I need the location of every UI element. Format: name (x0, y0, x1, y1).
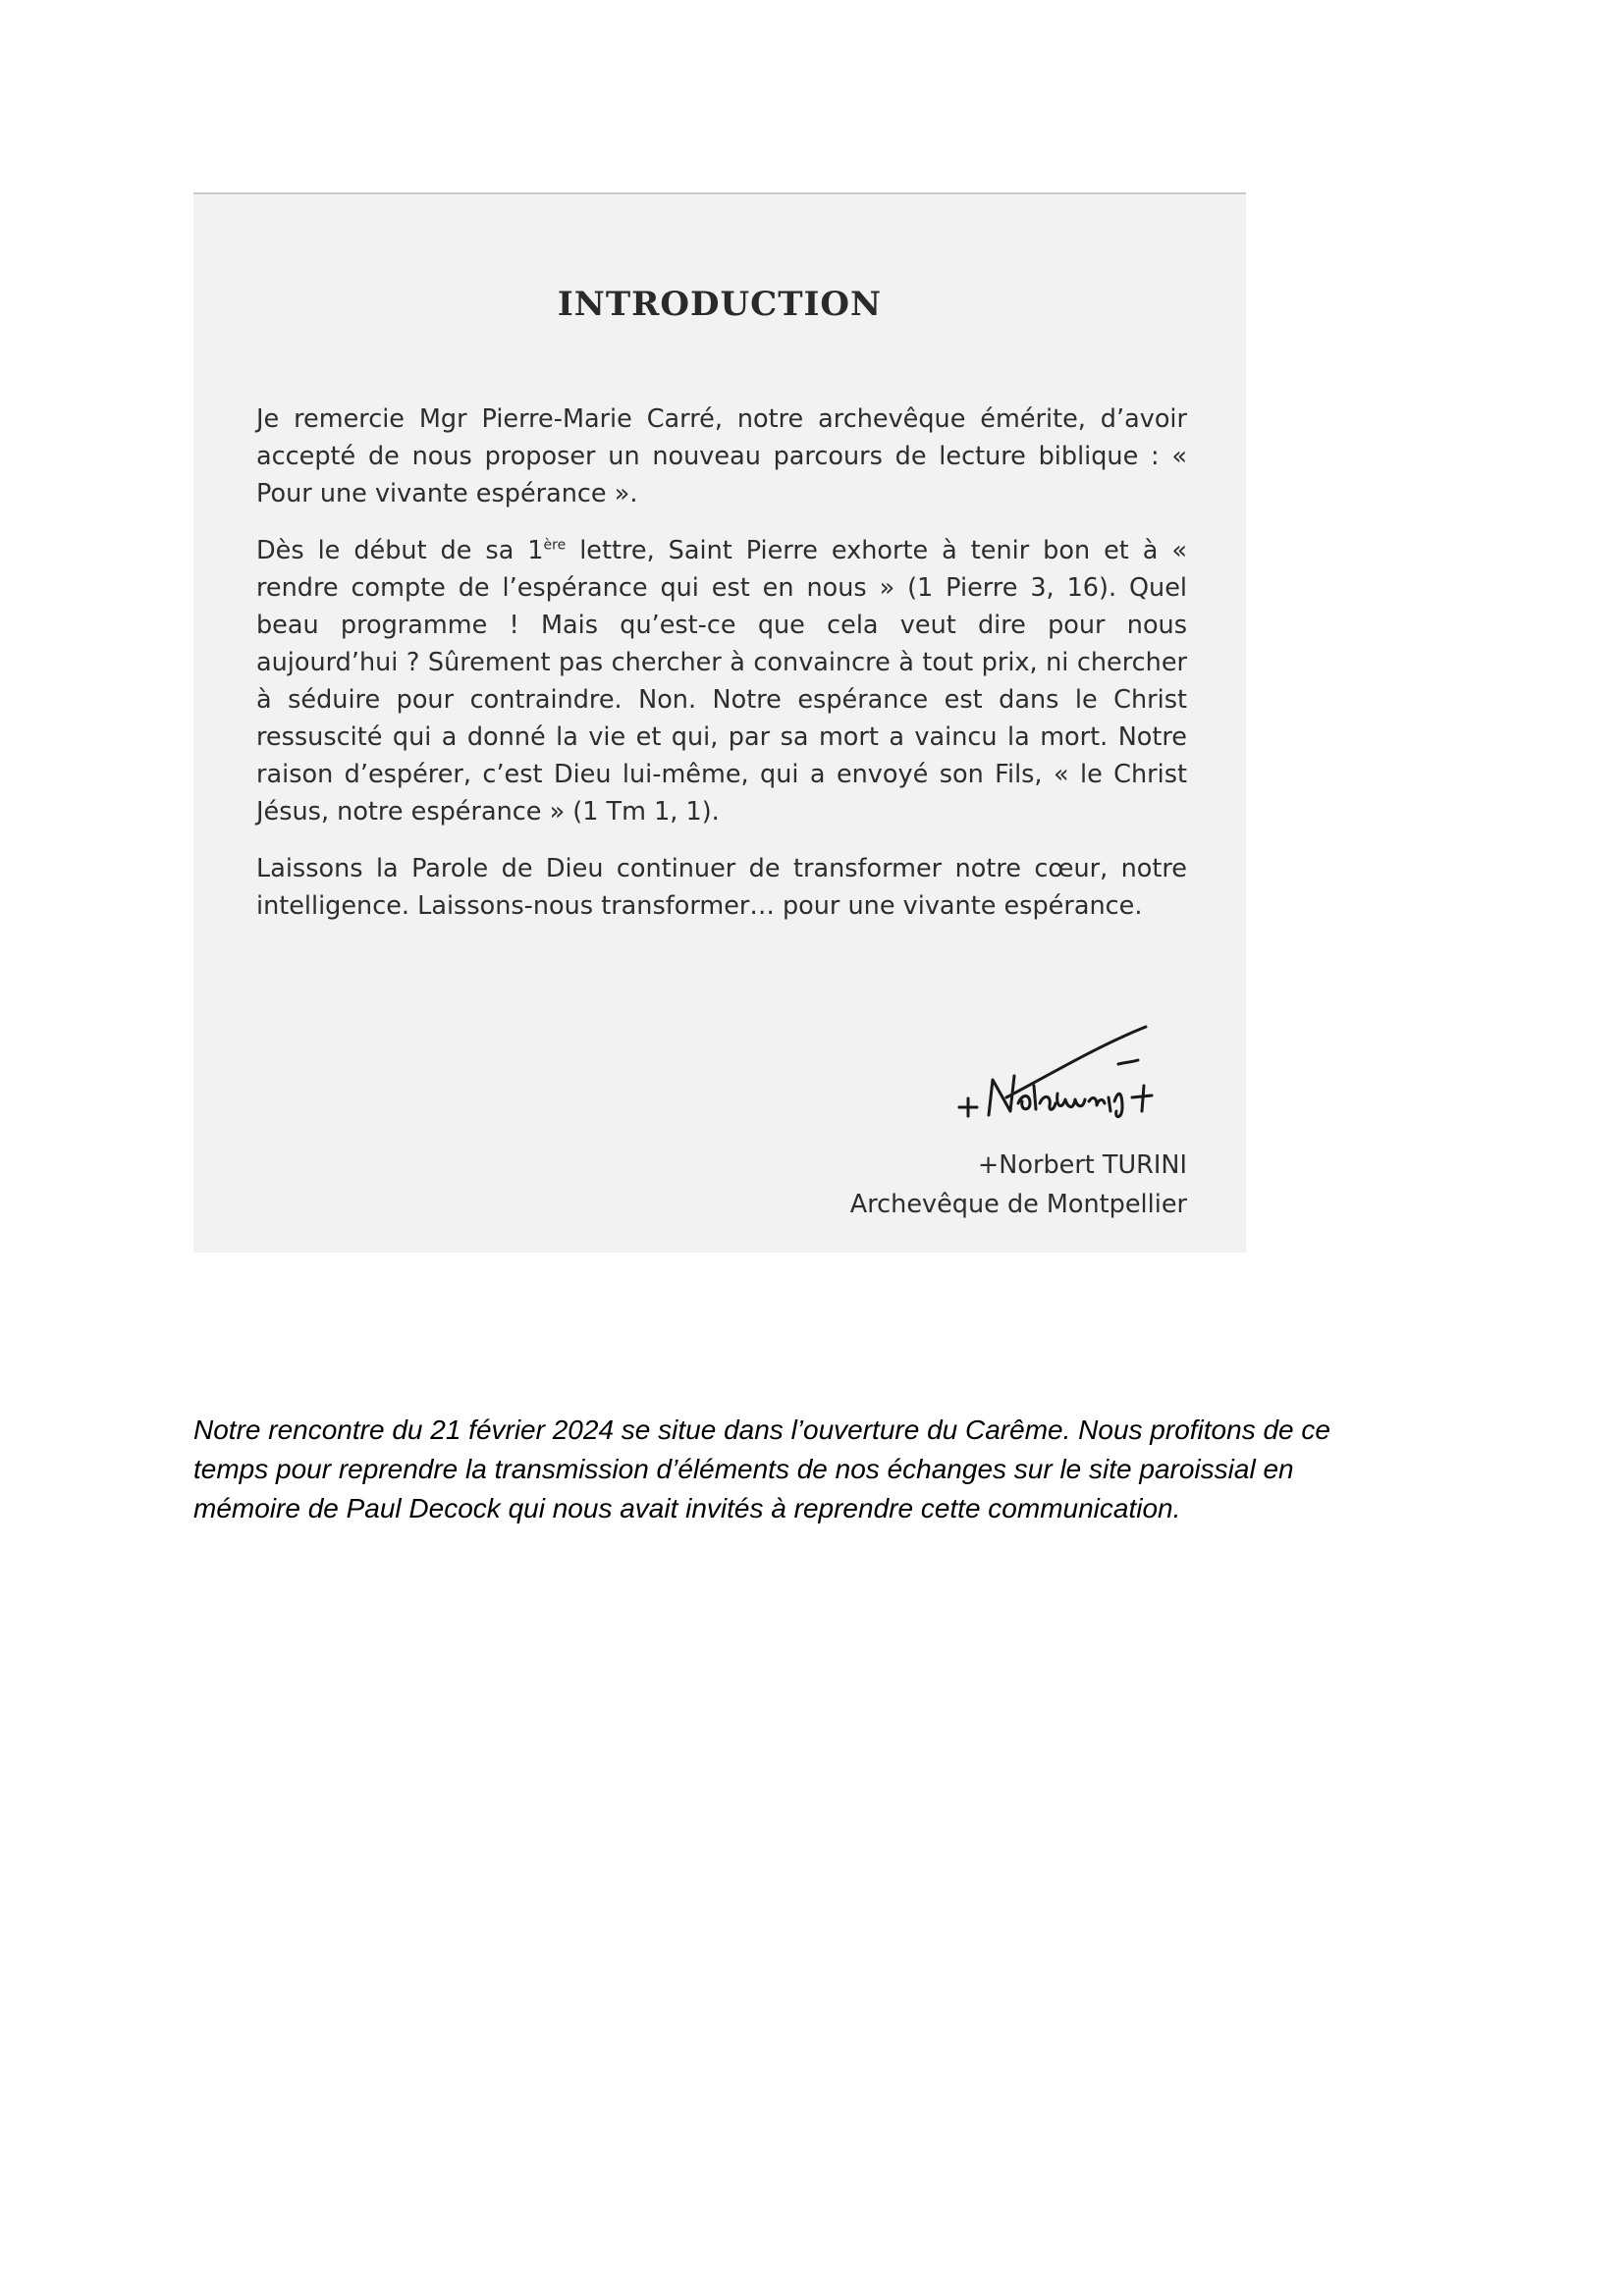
handwritten-signature (949, 1017, 1175, 1125)
paragraph-text: Laissons la Parole de Dieu continuer de transformer notre cœur, notre intelligence. Laissons-nous transformer… pour une vivante espérance. (256, 854, 1187, 921)
signer-title: Archevêque de Montpellier (849, 1190, 1187, 1219)
paragraph-saint-pierre (256, 532, 1187, 830)
paragraph-thanks (256, 400, 1187, 512)
meeting-note (193, 1411, 1440, 1528)
signer-name: +Norbert TURINI (977, 1150, 1187, 1180)
introduction-title: INTRODUCTION (557, 285, 883, 324)
ordinal-superscript: ère (543, 537, 567, 554)
note-line: temps pour reprendre la transmission d’éléments de nos échanges sur le site paroissial en (193, 1454, 1294, 1484)
note-line: Notre rencontre du 21 février 2024 se situe dans l’ouverture du Carême. Nous profitons de ce (193, 1415, 1330, 1445)
introduction-body (256, 400, 1187, 925)
paragraph-text: Je remercie Mgr Pierre-Marie Carré, notre archevêque émérite, d’avoir accepté de nous proposer un nouveau parcours de lecture biblique : « Pour une vivante espérance ». (256, 404, 1187, 508)
paragraph-text-start: Dès le début de sa 1 (256, 536, 544, 565)
scanned-introduction (193, 192, 1246, 1253)
paragraph-conclusion (256, 850, 1187, 925)
paragraph-text-rest: lettre, Saint Pierre exhorte à tenir bon et à « rendre compte de l’espérance qui est en nous » (1 Pierre 3, 16). Quel beau programme ! Mais qu’est-ce que cela veut dire pour nous aujourd’hui ? Sûrement pas chercher à convaincre à tout prix, ni chercher à séduire pour contraindre. Non. Notre espérance est dans le Christ ressuscité qui a donné la vie et qui, par sa mort a vaincu la mort. Notre raison d’espérer, c’est Dieu lui-même, qui a envoyé son Fils, « le Christ Jésus, notre espérance » (1 Tm 1, 1). (256, 536, 1187, 827)
note-line: mémoire de Paul Decock qui nous avait invités à reprendre cette communication. (193, 1493, 1181, 1523)
